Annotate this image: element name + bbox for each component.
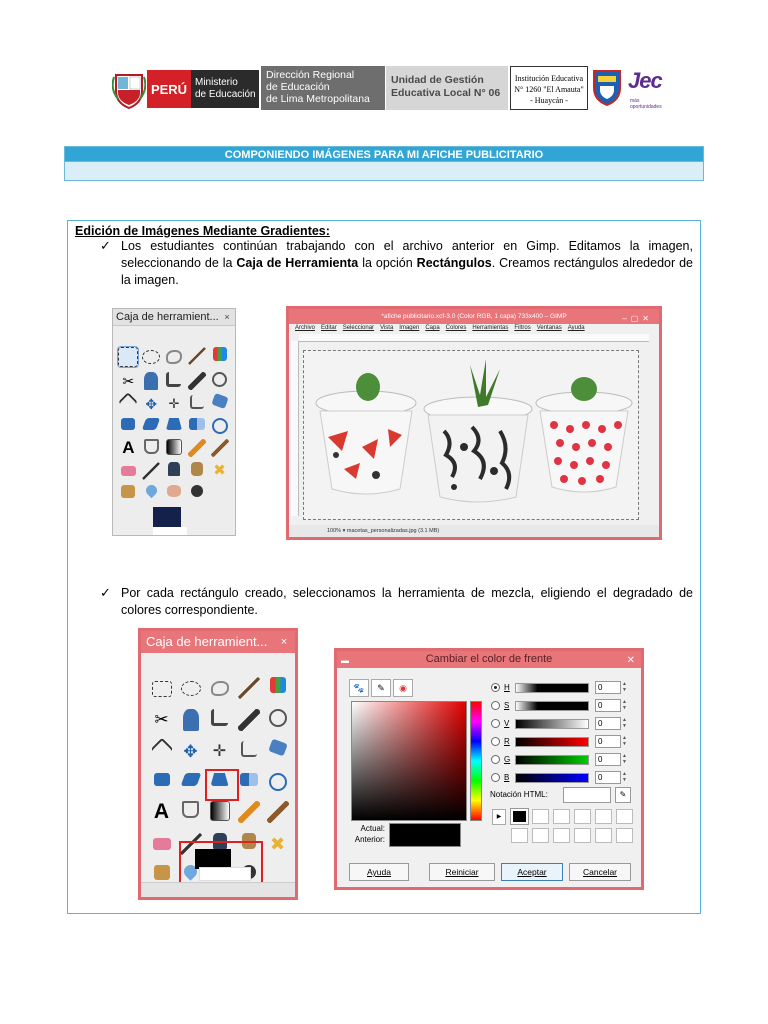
spin-icon[interactable]: ▲ ▼ bbox=[622, 753, 627, 765]
slider-v-label: V bbox=[504, 719, 510, 728]
spin-icon[interactable]: ▲ ▼ bbox=[622, 771, 627, 783]
history-swatch[interactable] bbox=[574, 828, 591, 843]
zoom-icon[interactable] bbox=[212, 372, 227, 387]
radio-g[interactable] bbox=[491, 755, 500, 764]
crop-icon[interactable] bbox=[241, 741, 257, 757]
paths-icon[interactable] bbox=[166, 372, 181, 387]
background-color-swatch[interactable] bbox=[199, 867, 251, 881]
history-swatch[interactable] bbox=[511, 828, 528, 843]
slider-v bbox=[491, 717, 637, 731]
measure-icon[interactable] bbox=[118, 392, 138, 412]
dodge-burn-icon[interactable] bbox=[191, 485, 203, 497]
eraser-icon[interactable] bbox=[153, 838, 171, 850]
move-icon[interactable]: ✥ bbox=[183, 742, 198, 761]
heal-icon[interactable]: ✖ bbox=[269, 834, 286, 854]
toolbox-footer bbox=[141, 882, 295, 897]
smudge-icon[interactable] bbox=[167, 485, 181, 497]
blend-icon[interactable] bbox=[210, 801, 230, 821]
rect-select-icon[interactable] bbox=[118, 347, 138, 367]
dialog-menu-icon[interactable]: ▬ bbox=[341, 656, 349, 665]
horizontal-ruler[interactable] bbox=[299, 334, 649, 342]
html-notation-label: Notación HTML: bbox=[490, 790, 548, 799]
history-swatch[interactable] bbox=[532, 828, 549, 843]
crop-icon[interactable] bbox=[190, 395, 204, 409]
color-picker-icon[interactable] bbox=[238, 709, 260, 731]
select-by-color-icon[interactable] bbox=[213, 347, 227, 361]
close-icon[interactable]: × bbox=[224, 312, 230, 322]
wheel-selector-tab-icon[interactable]: ◉ bbox=[393, 679, 413, 697]
menu-seleccionar[interactable]: Seleccionar bbox=[342, 325, 375, 331]
gimp-image-window bbox=[286, 306, 662, 540]
institution-line-1: Institución Educativa bbox=[514, 74, 584, 83]
ok-button[interactable]: Aceptar bbox=[501, 863, 563, 881]
slider-r-label: R bbox=[504, 737, 510, 746]
change-foreground-color-dialog bbox=[334, 648, 644, 890]
dialog-title-bar bbox=[337, 651, 641, 668]
slider-g-bar[interactable] bbox=[515, 755, 589, 765]
slider-h-value[interactable]: 0 bbox=[595, 681, 621, 694]
school-shield-logo bbox=[592, 68, 622, 106]
slider-r-value[interactable]: 0 bbox=[595, 735, 621, 748]
slider-v-value[interactable]: 0 bbox=[595, 717, 621, 730]
peru-text: PERÚ bbox=[150, 81, 188, 97]
close-icon[interactable]: ✕ bbox=[626, 655, 635, 666]
shear-icon[interactable] bbox=[142, 418, 160, 430]
slider-b bbox=[491, 771, 637, 785]
history-swatch[interactable] bbox=[616, 828, 633, 843]
ellipse-select-icon[interactable] bbox=[181, 681, 201, 696]
lasso-icon[interactable] bbox=[166, 350, 182, 364]
bullet1-bold-a: Caja de Herramienta bbox=[236, 256, 359, 270]
ministry-text: Ministerio de Educación bbox=[195, 77, 256, 100]
slider-v-bar[interactable] bbox=[515, 719, 589, 729]
perspective-clone-icon[interactable] bbox=[154, 865, 170, 880]
slider-r-bar[interactable] bbox=[515, 737, 589, 747]
jec-subtitle: más oportunidades bbox=[630, 98, 662, 110]
brush-selector-tab-icon[interactable]: ✎ bbox=[371, 679, 391, 697]
dre-logo bbox=[261, 66, 385, 110]
bullet1-text-c: . Creamos rectángulos alrededor de la imagen. bbox=[121, 256, 694, 287]
gimp-window-title: *afiche publicitario.xcf-3.0 (Color RGB, 1 capa) 733x400 – GIMP bbox=[381, 313, 567, 320]
history-swatch[interactable] bbox=[511, 809, 528, 824]
menu-archivo[interactable]: Archivo bbox=[295, 325, 316, 331]
slider-r bbox=[491, 735, 637, 749]
bullet1-text-b: la opción bbox=[358, 256, 417, 270]
color-history bbox=[511, 809, 633, 843]
menu-colores[interactable]: Colores bbox=[445, 325, 467, 331]
cage-transform-icon[interactable] bbox=[269, 773, 287, 791]
airbrush-icon[interactable] bbox=[142, 462, 160, 480]
lasso-icon[interactable] bbox=[211, 681, 229, 696]
peru-logo bbox=[147, 70, 191, 108]
menu-herramientas[interactable]: Herramientas bbox=[472, 325, 509, 331]
history-swatch[interactable] bbox=[553, 809, 570, 824]
perspective-clone-icon[interactable] bbox=[121, 485, 135, 498]
rotate-icon[interactable] bbox=[268, 739, 287, 757]
jec-text: Jec bbox=[628, 68, 662, 93]
tool-icon-grid bbox=[117, 347, 231, 498]
history-swatch[interactable] bbox=[532, 809, 549, 824]
toolbox-title: Caja de herramient... bbox=[116, 311, 219, 323]
scale-icon[interactable] bbox=[121, 418, 135, 430]
history-swatch[interactable] bbox=[595, 809, 612, 824]
eyedropper-icon[interactable]: ✎ bbox=[615, 787, 631, 803]
menu-imagen[interactable]: Imagen bbox=[399, 325, 420, 331]
saturation-value-picker[interactable] bbox=[351, 701, 467, 821]
paintbrush-icon[interactable] bbox=[211, 439, 229, 457]
slider-b-bar[interactable] bbox=[515, 773, 589, 783]
blend-tool-highlight bbox=[205, 769, 239, 801]
ugel-line-2: Educativa Local N° 06 bbox=[391, 87, 501, 99]
gimp-title-bar bbox=[289, 309, 659, 324]
slider-g bbox=[491, 753, 637, 767]
fuzzy-select-icon[interactable] bbox=[238, 677, 260, 699]
slider-h-bar[interactable] bbox=[515, 683, 589, 693]
banner-subrow bbox=[64, 162, 704, 181]
eraser-icon[interactable] bbox=[121, 466, 136, 476]
perspective-icon[interactable] bbox=[166, 418, 182, 430]
slider-b-value[interactable]: 0 bbox=[595, 771, 621, 784]
radio-s[interactable] bbox=[491, 701, 500, 710]
cancel-button[interactable]: Cancelar bbox=[569, 863, 631, 881]
heal-icon[interactable]: ✖ bbox=[213, 462, 226, 479]
paintbrush-icon[interactable] bbox=[267, 801, 289, 823]
clone-icon[interactable] bbox=[191, 462, 203, 476]
menu-ayuda[interactable]: Ayuda bbox=[567, 325, 585, 331]
align-icon[interactable]: ✛ bbox=[212, 743, 227, 760]
image-canvas[interactable] bbox=[303, 350, 639, 520]
dre-line-1: Dirección Regional bbox=[266, 69, 355, 81]
shear-icon[interactable] bbox=[180, 773, 201, 786]
fuzzy-select-icon[interactable] bbox=[188, 347, 206, 365]
zoom-icon[interactable] bbox=[269, 709, 287, 727]
institution-box bbox=[510, 66, 588, 110]
bullet-paragraph-1 bbox=[121, 238, 693, 289]
history-swatch[interactable] bbox=[574, 809, 591, 824]
ugel-logo bbox=[386, 66, 508, 110]
blend-icon[interactable] bbox=[166, 439, 182, 455]
gimp-menubar bbox=[295, 324, 585, 333]
gimp-statusbar: 100% ▾ macetas_personalizadas.jpg (3.1 MB) bbox=[289, 525, 659, 537]
move-icon[interactable]: ✥ bbox=[145, 396, 158, 412]
flower-pots-image bbox=[304, 351, 639, 520]
toolbox-title-bar bbox=[141, 631, 295, 653]
window-controls-icon[interactable]: –▢✕ bbox=[622, 314, 653, 323]
radio-b[interactable] bbox=[491, 773, 500, 782]
institution-line-3: - Huaycán - bbox=[530, 96, 568, 105]
toolbox-title-bar bbox=[113, 309, 235, 326]
spin-icon[interactable]: ▲ ▼ bbox=[622, 717, 627, 729]
menu-filtros[interactable]: Filtros bbox=[514, 325, 531, 331]
ink-icon[interactable] bbox=[168, 462, 180, 476]
scissors-icon[interactable]: ✂ bbox=[122, 373, 135, 389]
dre-line-3: de Lima Metropolitana bbox=[266, 93, 370, 105]
paths-icon[interactable] bbox=[211, 709, 228, 726]
peru-coat-of-arms-logo bbox=[112, 69, 146, 109]
spin-icon[interactable]: ▲ ▼ bbox=[622, 681, 627, 693]
radio-h[interactable] bbox=[491, 683, 500, 692]
ministry-logo bbox=[191, 70, 259, 108]
checkmark-icon: ✓ bbox=[100, 585, 111, 600]
history-swatch[interactable] bbox=[595, 828, 612, 843]
ugel-line-1: Unidad de Gestión bbox=[391, 74, 484, 86]
menu-ventanas[interactable]: Ventanas bbox=[536, 325, 562, 331]
color-picker-icon[interactable] bbox=[188, 372, 206, 390]
html-notation-input[interactable] bbox=[563, 787, 611, 803]
align-icon[interactable]: ✛ bbox=[168, 396, 180, 411]
gimp-toolbox-large bbox=[138, 628, 298, 900]
gimp-toolbox-small bbox=[112, 308, 236, 536]
slider-s bbox=[491, 699, 637, 713]
current-color-preview bbox=[389, 823, 461, 847]
text-icon[interactable]: A bbox=[153, 800, 170, 823]
jec-logo bbox=[628, 68, 670, 108]
rect-select-icon[interactable] bbox=[152, 681, 172, 697]
scale-icon[interactable] bbox=[154, 773, 170, 786]
slider-s-label: S bbox=[504, 701, 510, 710]
cage-transform-icon[interactable] bbox=[212, 418, 228, 434]
flip-icon[interactable] bbox=[240, 773, 258, 786]
pencil-icon[interactable] bbox=[238, 801, 260, 823]
background-color-swatch[interactable] bbox=[153, 527, 187, 535]
menu-capa[interactable]: Capa bbox=[425, 325, 440, 331]
text-icon[interactable]: A bbox=[122, 438, 135, 457]
close-icon[interactable]: × bbox=[280, 636, 288, 648]
slider-b-label: B bbox=[504, 773, 510, 782]
page-title: COMPONIENDO IMÁGENES PARA MI AFICHE PUBLICITARIO bbox=[224, 149, 544, 161]
bullet-paragraph-2: Por cada rectángulo creado, seleccionamos la herramienta de mezcla, eligiendo el degradado de colores correspondiente. bbox=[121, 586, 693, 617]
menu-vista[interactable]: Vista bbox=[380, 325, 394, 331]
slider-g-label: G bbox=[504, 755, 511, 764]
current-previous-label: Actual: Anterior: bbox=[354, 824, 385, 844]
ellipse-select-icon[interactable] bbox=[142, 350, 160, 364]
slider-h bbox=[491, 681, 637, 695]
bullet1-bold-b: Rectángulos bbox=[416, 256, 492, 270]
help-button[interactable]: Ayuda bbox=[349, 863, 409, 881]
menu-editar[interactable]: Editar bbox=[321, 325, 337, 331]
history-swatch[interactable] bbox=[553, 828, 570, 843]
checkmark-icon: ✓ bbox=[100, 238, 111, 253]
bucket-fill-icon[interactable] bbox=[182, 801, 199, 818]
spin-icon[interactable]: ▲ ▼ bbox=[622, 735, 627, 747]
history-arrow-icon[interactable]: ▶ bbox=[492, 809, 506, 825]
reset-button[interactable]: Reiniciar bbox=[429, 863, 495, 881]
color-selector-tabs bbox=[349, 679, 413, 697]
slider-s-bar[interactable] bbox=[515, 701, 589, 711]
flip-icon[interactable] bbox=[189, 418, 205, 430]
select-by-color-icon[interactable] bbox=[270, 677, 286, 693]
foreground-color-swatch[interactable] bbox=[153, 507, 181, 527]
radio-v[interactable] bbox=[491, 719, 500, 728]
dre-line-2: de Educación bbox=[266, 81, 330, 93]
institution-line-2: N° 1260 "El Amauta" bbox=[514, 85, 584, 94]
scissors-icon[interactable]: ✂ bbox=[154, 710, 169, 729]
vertical-ruler[interactable] bbox=[291, 341, 299, 516]
measure-icon[interactable] bbox=[150, 738, 173, 761]
spin-icon[interactable]: ▲ ▼ bbox=[622, 699, 627, 711]
slider-s-value[interactable]: 0 bbox=[595, 699, 621, 712]
foreground-color-swatch[interactable] bbox=[195, 849, 231, 869]
foreground-select-icon[interactable] bbox=[144, 372, 158, 390]
slider-h-label: H bbox=[504, 683, 510, 692]
bucket-fill-icon[interactable] bbox=[144, 439, 159, 454]
rotate-icon[interactable] bbox=[211, 393, 228, 409]
gimp-selector-tab-icon[interactable]: 🐾 bbox=[349, 679, 369, 697]
foreground-select-icon[interactable] bbox=[183, 709, 199, 731]
dialog-title: Cambiar el color de frente bbox=[425, 653, 553, 665]
history-swatch[interactable] bbox=[616, 809, 633, 824]
bullet1-text-a: Los estudiantes continúan trabajando con el archivo anterior en Gimp. Editamos la imagen, seleccionando de la bbox=[121, 239, 693, 270]
slider-g-value[interactable]: 0 bbox=[595, 753, 621, 766]
blur-icon[interactable] bbox=[143, 483, 159, 499]
toolbox-title: Caja de herramient... bbox=[146, 634, 268, 649]
radio-r[interactable] bbox=[491, 737, 500, 746]
section-title: Edición de Imágenes Mediante Gradientes: bbox=[75, 224, 330, 238]
hue-slider[interactable] bbox=[470, 701, 482, 821]
pencil-icon[interactable] bbox=[188, 439, 206, 457]
page-title-banner bbox=[64, 146, 704, 162]
